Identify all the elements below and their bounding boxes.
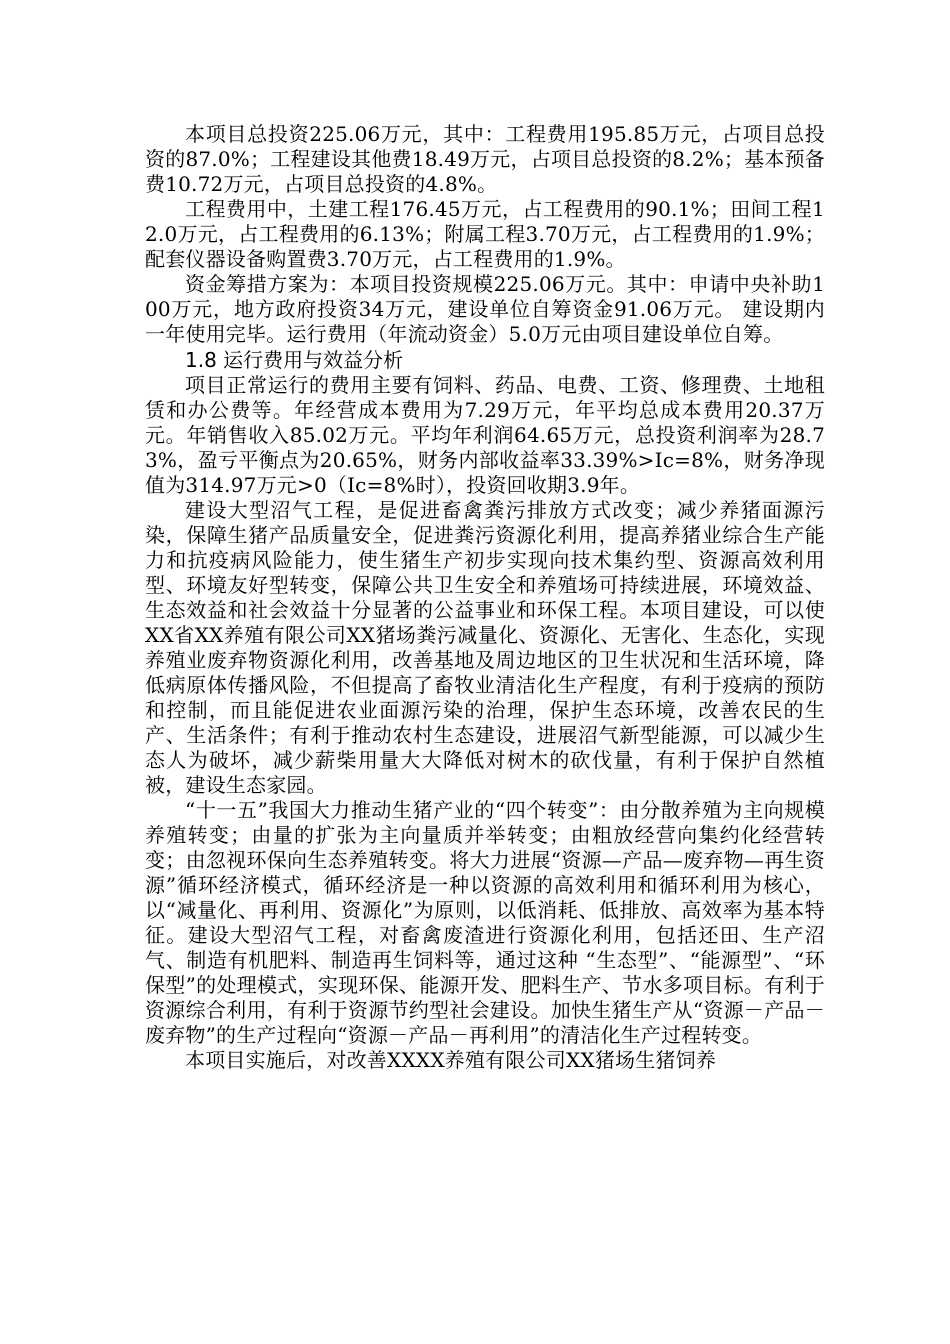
- paragraph-operating-costs: 项目正常运行的费用主要有饲料、药品、电费、工资、修理费、土地租赁和办公费等。年经营成本费用为7.29万元，年平均总成本费用20.37万元。年销售收入85.02万元。平均年利润64.65万元，总投资利润率为28.73%，盈亏平衡点为20.65%，财务内部收益率33.39%>Ic=8%，财务净现值为314.97万元>0（Ic=8%时），投资回收期3.9年。: [145, 373, 825, 497]
- document-body: [145, 122, 825, 1073]
- paragraph-biogas-benefits: 建设大型沼气工程，是促进畜禽粪污排放方式改变；减少养猪面源污染，保障生猪产品质量安全，促进粪污资源化利用，提高养猪业综合生产能力和抗疫病风险能力，使生猪生产初步实现向技术集约型、资源高效利用型、环境友好型转变，保障公共卫生安全和养殖场可持续进展，环境效益、生态效益和社会效益十分显著的公益事业和环保工程。本项目建设，可以使XX省XX养殖有限公司XX猪场粪污减量化、资源化、无害化、生态化，实现养殖业废弃物资源化利用，改善基地及周边地区的卫生状况和生活环境，降低病原体传播风险，不但提高了畜牧业清洁化生产程度，有利于疫病的预防和控制，而且能促进农业面源污染的治理，保护生态环境，改善农民的生产、生活条件；有利于推动农村生态建设，进展沼气新型能源，可以减少生态人为破坏，减少薪柴用量大大降低对树木的砍伐量，有利于保护自然植被，建设生态家园。: [145, 498, 825, 797]
- paragraph-four-transformations: “十一五”我国大力推动生猪产业的“四个转变”：由分散养殖为主向规模养殖转变；由量的扩张为主向量质并举转变；由粗放经营向集约化经营转变；由忽视环保向生态养殖转变。将大力进展“资源—产品—废弃物—再生资源”循环经济模式，循环经济是一种以资源的高效利用和循环利用为核心，以“减量化、再利用、资源化”为原则，以低消耗、低排放、高效率为基本特征。建设大型沼气工程，对畜禽废渣进行资源化利用，包括还田、生产沼气、制造有机肥料、制造再生饲料等，通过这种 “生态型”、“能源型”、“环保型”的处理模式，实现环保、能源开发、肥料生产、节水多项目标。有利于资源综合利用，有利于资源节约型社会建设。加快生猪生产从“资源－产品－废弃物”的生产过程向“资源－产品－再利用”的清洁化生产过程转变。: [145, 798, 825, 1047]
- section-heading: 1.8 运行费用与效益分析: [185, 348, 404, 372]
- paragraph-engineering-costs: 工程费用中，土建工程176.45万元，占工程费用的90.1%；田间工程12.0万元，占工程费用的6.13%；附属工程3.70万元，占工程费用的1.9%；配套仪器设备购置费3.70万元，占工程费用的1.9%。: [145, 197, 825, 271]
- paragraph-funding-plan: 资金筹措方案为：本项目投资规模225.06万元。其中：申请中央补助100万元，地方政府投资34万元，建设单位自筹资金91.06万元。 建设期内一年使用完毕。运行费用（年流动资金）5.0万元由项目建设单位自筹。: [145, 272, 825, 346]
- paragraph-implementation: 本项目实施后，对改善XXXX养殖有限公司XX猪场生猪饲养: [185, 1048, 717, 1072]
- paragraph-total-investment: 本项目总投资225.06万元，其中：工程费用195.85万元，占项目总投资的87.0%；工程建设其他费18.49万元，占项目总投资的8.2%；基本预备费10.72万元，占项目总投资的4.8%。: [145, 122, 825, 196]
